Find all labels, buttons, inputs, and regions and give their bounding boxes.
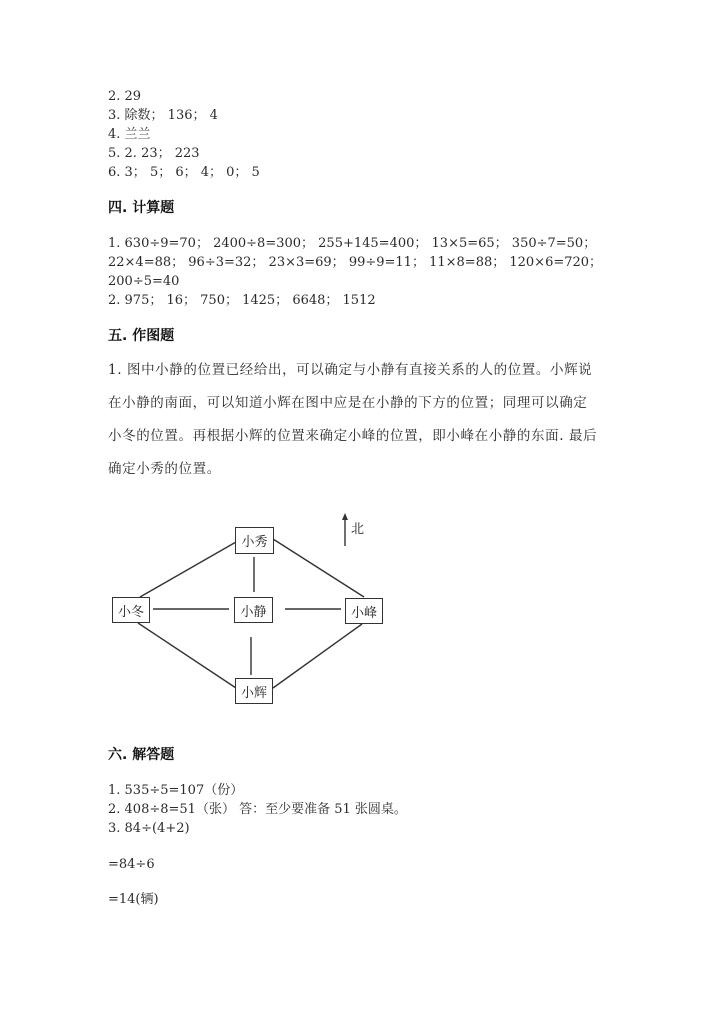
answer-line-3-5: 5. 2. 23； 223 <box>108 146 200 161</box>
section-6-heading: 六. 解答题 <box>108 747 175 763</box>
solution-line-2: 2. 408÷8=51（张） 答：至少要准备 51 张圆桌。 <box>108 802 407 817</box>
node-xiaohui: 小辉 <box>235 678 273 704</box>
drawing-explanation <box>108 354 608 486</box>
node-xiaofeng: 小峰 <box>345 598 383 624</box>
answer-line-3-4: 4. 兰兰 <box>108 127 151 142</box>
solution-line-1: 1. 535÷5=107（份） <box>108 783 244 798</box>
explanation-line: 确定小秀的位置。 <box>108 461 221 477</box>
explanation-line: 在小静的南面，可以知道小辉在图中应是在小静的下方的位置；同理可以确定 <box>108 395 588 411</box>
node-xiaoxiu: 小秀 <box>235 527 274 554</box>
calc-line-3: 200÷5=40 <box>108 274 180 289</box>
solution-line-3: 3. 84÷(4+2) <box>108 821 190 836</box>
node-xiaodong: 小冬 <box>112 597 150 623</box>
solution-line-4: =84÷6 <box>108 857 155 872</box>
north-label: 北 <box>351 522 365 537</box>
node-xiaojing: 小静 <box>234 597 273 623</box>
answer-line-3-6: 6. 3； 5； 6； 4； 0； 5 <box>108 165 260 180</box>
edge-left-bottom <box>138 623 236 688</box>
section-4-heading: 四. 计算题 <box>108 200 175 216</box>
calc-line-1: 1. 630÷9=70； 2400÷8=300； 255+145=400； 13×5=65； 350÷7=50； <box>108 236 597 251</box>
explanation-line: 小冬的位置。再根据小辉的位置来确定小峰的位置，即小峰在小静的东面. 最后 <box>108 428 598 444</box>
edge-bottom-right <box>273 624 362 688</box>
solution-line-5: =14(辆) <box>108 892 159 907</box>
north-arrow-head-icon <box>342 513 348 520</box>
explanation-line: 1. 图中小静的位置已经给出，可以确定与小静有直接关系的人的位置。小辉说 <box>108 362 593 378</box>
calc-line-4: 2. 975； 16； 750； 1425； 6648； 1512 <box>108 293 376 308</box>
edge-top-right <box>273 539 364 597</box>
answer-line-3-2: 2. 29 <box>108 89 142 104</box>
edge-left-top <box>140 542 236 597</box>
calc-line-2: 22×4=88； 96÷3=32； 23×3=69； 99÷9=11； 11×8=88； 120×6=720； <box>108 255 603 270</box>
section-5-heading: 五. 作图题 <box>108 328 175 344</box>
answer-line-3-3: 3. 除数； 136； 4 <box>108 108 218 123</box>
